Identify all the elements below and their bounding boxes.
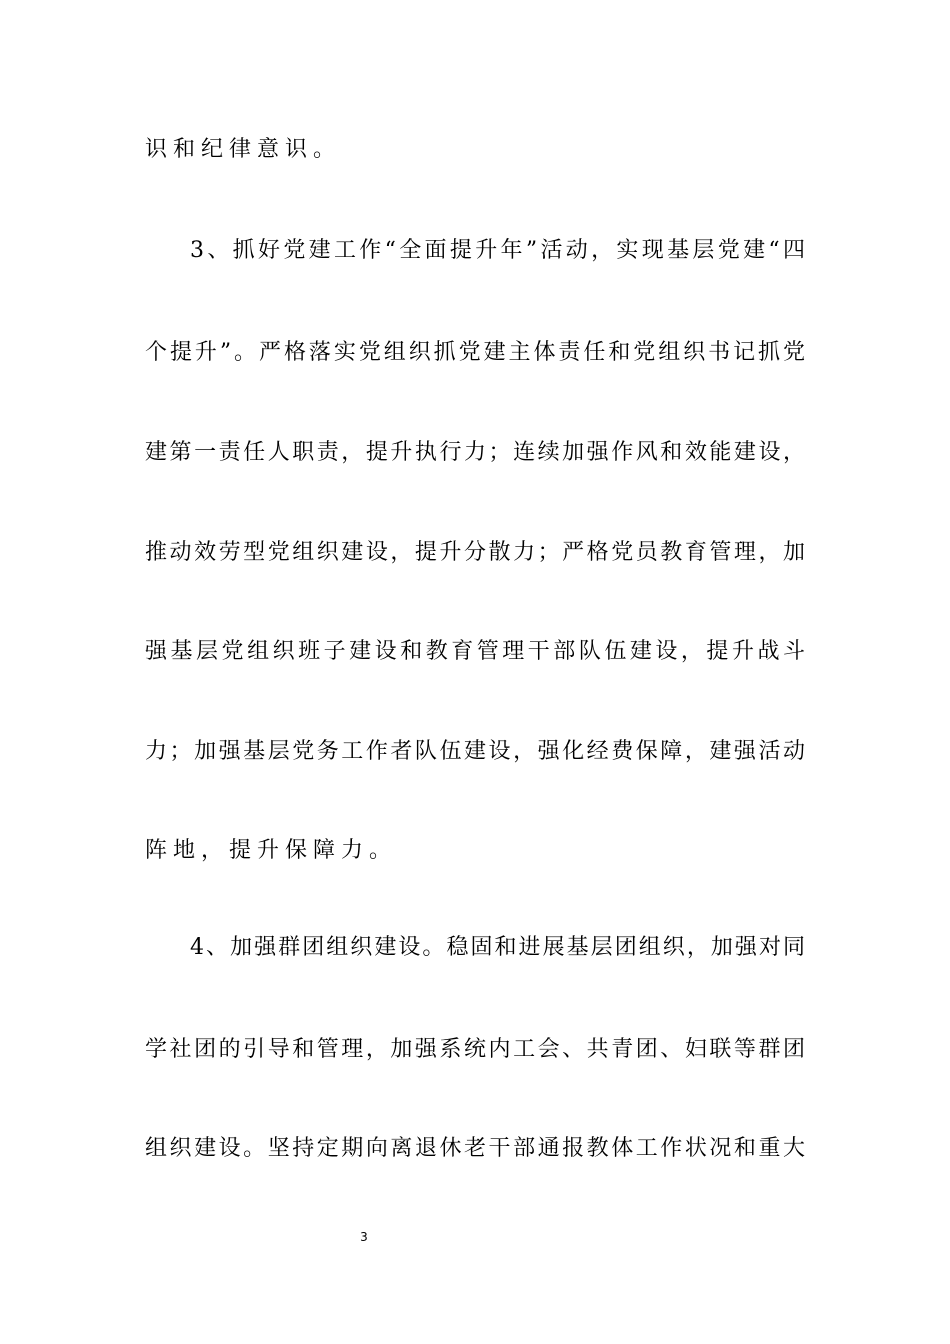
text-line: 组织建设。坚持定期向离退休老干部通报教体工作状况和重大: [145, 1136, 805, 1161]
page-number: 3: [360, 1230, 368, 1244]
text-line: 阵地，提升保障力。: [145, 838, 398, 863]
text-line: 3、抓好党建工作“全面提升年”活动，实现基层党建“四: [190, 238, 805, 263]
text-line: 推动效劳型党组织建设，提升分散力；严格党员教育管理，加: [145, 540, 805, 565]
text-line: 建第一责任人职责，提升执行力；连续加强作风和效能建设，: [145, 440, 805, 465]
text-line: 个提升”。严格落实党组织抓党建主体责任和党组织书记抓党: [145, 340, 805, 365]
text-line: 力；加强基层党务工作者队伍建设，强化经费保障，建强活动: [145, 739, 805, 764]
text-line: 4、加强群团组织建设。稳固和进展基层团组织，加强对同: [190, 935, 805, 960]
text-line: 识和纪律意识。: [145, 137, 342, 162]
text-line: 学社团的引导和管理，加强系统内工会、共青团、妇联等群团: [145, 1037, 805, 1062]
text-line: 强基层党组织班子建设和教育管理干部队伍建设，提升战斗: [145, 639, 805, 664]
